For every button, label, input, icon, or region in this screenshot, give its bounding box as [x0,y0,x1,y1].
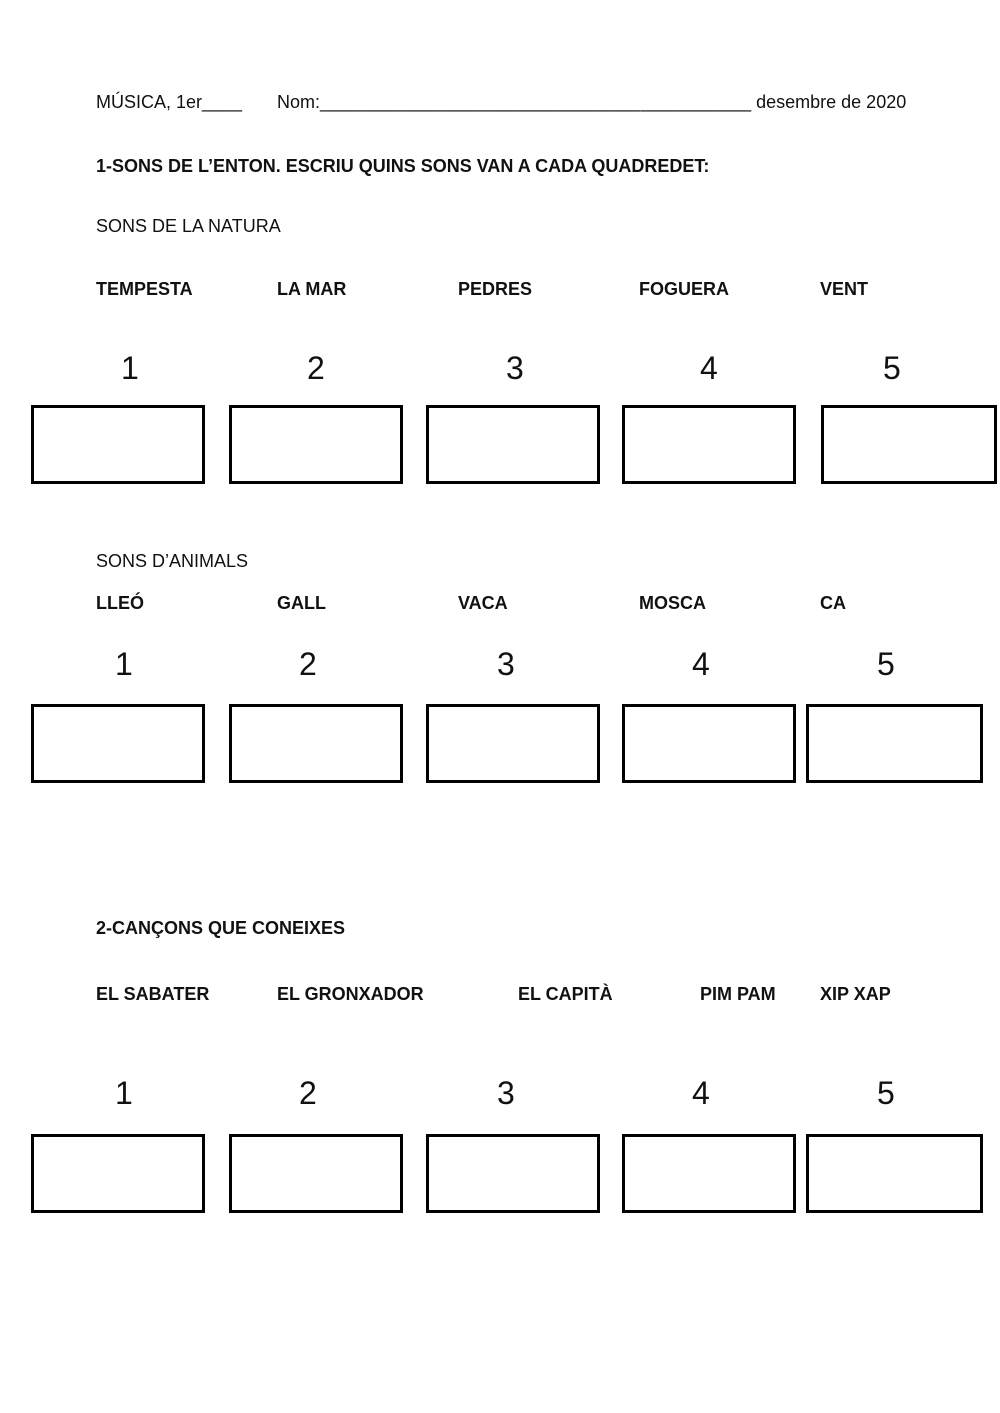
nature-number-4: 4 [700,350,718,386]
nature-answer-box-4[interactable] [622,405,796,484]
date-field: ___________ desembre de 2020 [641,92,907,112]
song-answer-box-1[interactable] [31,1134,205,1213]
section1-title: 1-SONS DE L’ENTON. ESCRIU QUINS SONS VAN A CADA QUADREDET: [96,156,710,176]
song-word-4: PIM PAM [700,984,776,1004]
nature-answer-box-1[interactable] [31,405,205,484]
nature-number-5: 5 [883,350,901,386]
animal-word-5: CA [820,593,846,613]
song-answer-box-5[interactable] [806,1134,983,1213]
song-word-2: EL GRONXADOR [277,984,424,1004]
animal-number-1: 1 [115,646,133,682]
animal-answer-box-5[interactable] [806,704,983,783]
animal-answer-box-3[interactable] [426,704,600,783]
animal-word-1: LLEÓ [96,593,144,613]
nature-answer-box-2[interactable] [229,405,403,484]
nature-number-2: 2 [307,350,325,386]
song-word-1: EL SABATER [96,984,210,1004]
nature-number-1: 1 [121,350,139,386]
song-number-4: 4 [692,1075,710,1111]
song-answer-box-2[interactable] [229,1134,403,1213]
song-word-5: XIP XAP [820,984,891,1004]
animal-number-2: 2 [299,646,317,682]
animal-number-5: 5 [877,646,895,682]
nature-number-3: 3 [506,350,524,386]
animal-word-3: VACA [458,593,508,613]
song-number-2: 2 [299,1075,317,1111]
nature-answer-box-3[interactable] [426,405,600,484]
nature-word-5: VENT [820,279,869,299]
song-word-3: EL CAPITÀ [518,984,613,1004]
nature-word-1: TEMPESTA [96,279,193,299]
song-number-5: 5 [877,1075,895,1111]
animal-number-3: 3 [497,646,515,682]
animal-answer-box-4[interactable] [622,704,796,783]
animal-answer-box-2[interactable] [229,704,403,783]
nature-word-3: PEDRES [458,279,533,299]
nature-word-2: LA MAR [277,279,347,299]
animal-word-4: MOSCA [639,593,706,613]
nature-word-4: FOGUERA [639,279,729,299]
song-number-3: 3 [497,1075,515,1111]
animal-number-4: 4 [692,646,710,682]
animal-answer-box-1[interactable] [31,704,205,783]
nature-answer-box-5[interactable] [821,405,997,484]
song-answer-box-4[interactable] [622,1134,796,1213]
song-answer-box-3[interactable] [426,1134,600,1213]
animals-subtitle: SONS D’ANIMALS [96,551,249,571]
song-number-1: 1 [115,1075,133,1111]
name-field: Nom:________________________________ [277,92,641,112]
section2-title: 2-CANÇONS QUE CONEIXES [96,918,346,938]
animal-word-2: GALL [277,593,326,613]
subject-field: MÚSICA, 1er____ [96,92,243,112]
nature-subtitle: SONS DE LA NATURA [96,216,281,236]
